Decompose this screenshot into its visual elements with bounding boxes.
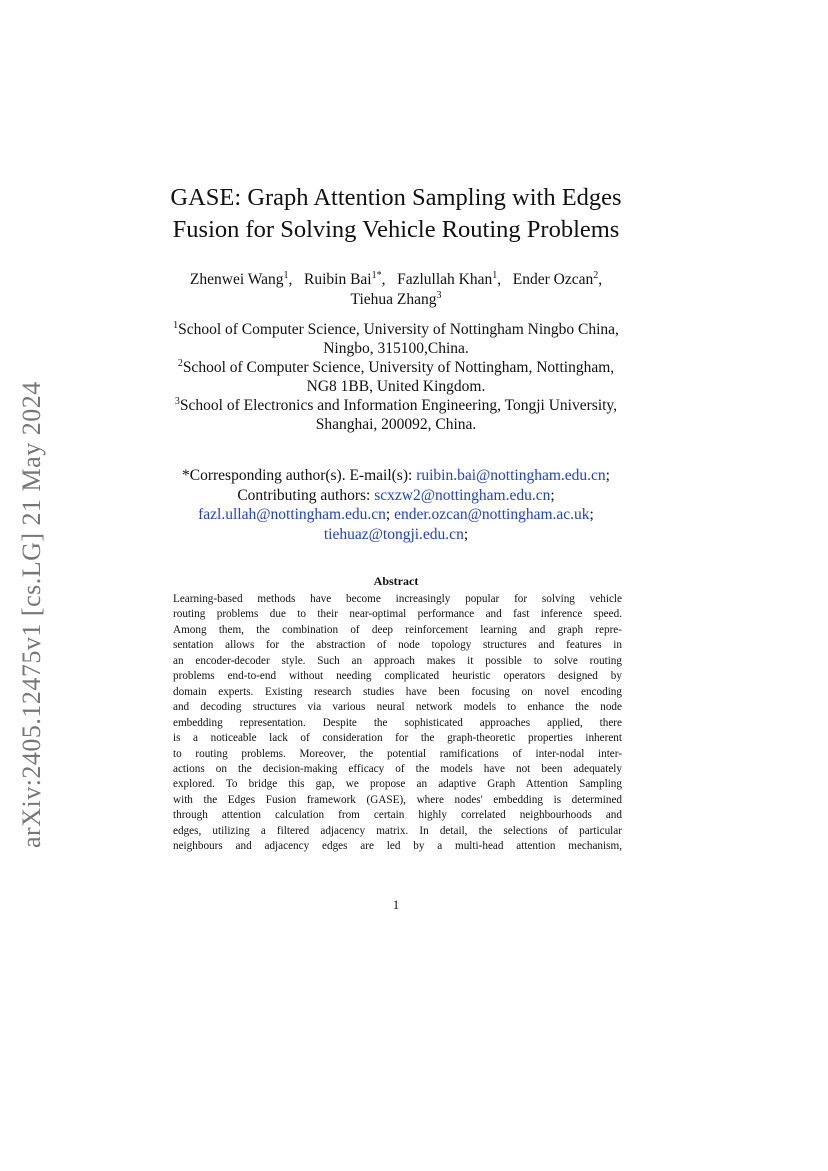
- affiliation-mark: 3: [174, 395, 180, 407]
- abstract-line: Among them, the combination of deep reinforcement learning and graph repre-: [173, 623, 622, 636]
- abstract-line: edges, utilizing a filtered adjacency matrix. In detail, the selections of particular: [173, 824, 622, 837]
- email-link-fazl[interactable]: fazl.ullah@nottingham.edu.cn: [198, 506, 386, 523]
- corresponding-label: *Corresponding author(s). E-mail(s):: [182, 467, 413, 484]
- author-list: [0, 270, 792, 310]
- abstract-line: and decoding structures via various neural network models to enhance the node: [173, 701, 622, 714]
- abstract-line: to routing problems. Moreover, the potential ramifications of inter-nodal inter-: [173, 747, 622, 760]
- email-link-ender[interactable]: ender.ozcan@nottingham.ac.uk: [394, 506, 590, 523]
- paper-title: [0, 182, 792, 246]
- abstract-body: [173, 592, 622, 855]
- author-line-2: [0, 290, 792, 310]
- affiliation-1: [0, 320, 792, 358]
- affiliation-2: [0, 358, 792, 396]
- affiliation-3: [0, 396, 792, 434]
- abstract-line: domain experts. Existing research studies have been focusing on novel encoding: [173, 685, 622, 698]
- author-name: Fazlullah Khan: [397, 271, 493, 288]
- contributing-label: Contributing authors:: [237, 486, 371, 504]
- abstract-line: is a noticeable lack of consideration for the graph-theoretic properties inherent: [173, 732, 622, 745]
- author-affiliation-mark: 1: [492, 269, 498, 281]
- abstract-heading: Abstract: [373, 574, 419, 588]
- title-line-2: Fusion for Solving Vehicle Routing Problems: [172, 216, 620, 243]
- abstract-line: sentation allows for the abstraction of node topology structures and features in: [173, 639, 622, 652]
- affiliation-line: Ningbo, 315100,China.: [323, 340, 469, 357]
- affiliation-line: NG8 1BB, United Kingdom.: [306, 378, 486, 395]
- abstract-line: with the Edges Fusion framework (GASE), where nodes' embedding is determined: [173, 793, 622, 806]
- affiliation-mark: 1: [173, 319, 179, 331]
- affiliation-mark: 2: [177, 357, 183, 369]
- abstract-line: explored. To bridge this gap, we propose an adaptive Graph Attention Sampling: [173, 778, 622, 791]
- author-affiliation-mark: 1: [283, 269, 289, 281]
- page-number: 1: [392, 898, 400, 912]
- title-line-1: GASE: Graph Attention Sampling with Edges: [170, 184, 622, 211]
- abstract-line: problems end-to-end without needing complicated heuristic operators designed by: [173, 670, 622, 683]
- email-link-tiehuaz[interactable]: tiehuaz@tongji.edu.cn: [323, 525, 464, 543]
- author-name: Zhenwei Wang: [189, 271, 284, 288]
- author-affiliation-mark: 3: [436, 289, 442, 301]
- author-name: Tiehua Zhang: [350, 291, 437, 308]
- arxiv-identifier-stamp: arXiv:2405.12475v1 [cs.LG] 21 May 2024: [17, 381, 46, 848]
- author-affiliation-mark: 2: [593, 269, 599, 281]
- affiliation-line: School of Computer Science, University of Nottingham Ningbo China,: [178, 321, 619, 338]
- abstract-line: through attention calculation from certain highly correlated neighbourhoods and: [173, 809, 622, 822]
- abstract-line: embedding representation. Despite the sophisticated approaches applied, there: [173, 716, 622, 729]
- author-line-1: Zhenwei Wang$^1$, Ruibin Bai$^{1*}$, Fazlullah Khan$^1$, Ender Ozcan$^2$,: [189, 269, 603, 288]
- email-link-scxzw2[interactable]: scxzw2@nottingham.edu.cn: [374, 486, 551, 504]
- abstract-line: neighbours and adjacency edges are led by a multi-head attention mechanism,: [173, 840, 622, 853]
- contact-block: *Corresponding author(s). E-mail(s): ruibin.bai@nottingham.edu.cn; Contributing authors: scxzw2@nottingham.edu.cn; fazl.ullah@nottingham.edu.cn; ender.ozcan@nottingham.ac.uk; tiehuaz@tongji.edu.cn;: [182, 467, 610, 543]
- corresponding-email-link[interactable]: ruibin.bai@nottingham.edu.cn: [416, 467, 606, 484]
- author-name: Ender Ozcan: [512, 271, 594, 288]
- abstract-line: actions on the decision-making efficacy of the models have not been adequately: [173, 762, 622, 775]
- affiliation-line: Shanghai, 200092, China.: [315, 416, 477, 433]
- abstract-line: an encoder-decoder style. Such an approach makes it possible to solve routing: [173, 654, 622, 667]
- abstract-line: routing problems due to their near-optimal performance and fast inference speed.: [173, 608, 622, 621]
- author-affiliation-mark: 1*: [371, 269, 382, 281]
- abstract-line: Learning-based methods have become increasingly popular for solving vehicle: [173, 593, 622, 605]
- affiliation-line: School of Electronics and Information Engineering, Tongji University,: [179, 397, 618, 414]
- affiliation-line: School of Computer Science, University of Nottingham, Nottingham,: [182, 359, 615, 376]
- affiliation-list: [0, 320, 792, 434]
- author-name: Ruibin Bai: [304, 271, 372, 288]
